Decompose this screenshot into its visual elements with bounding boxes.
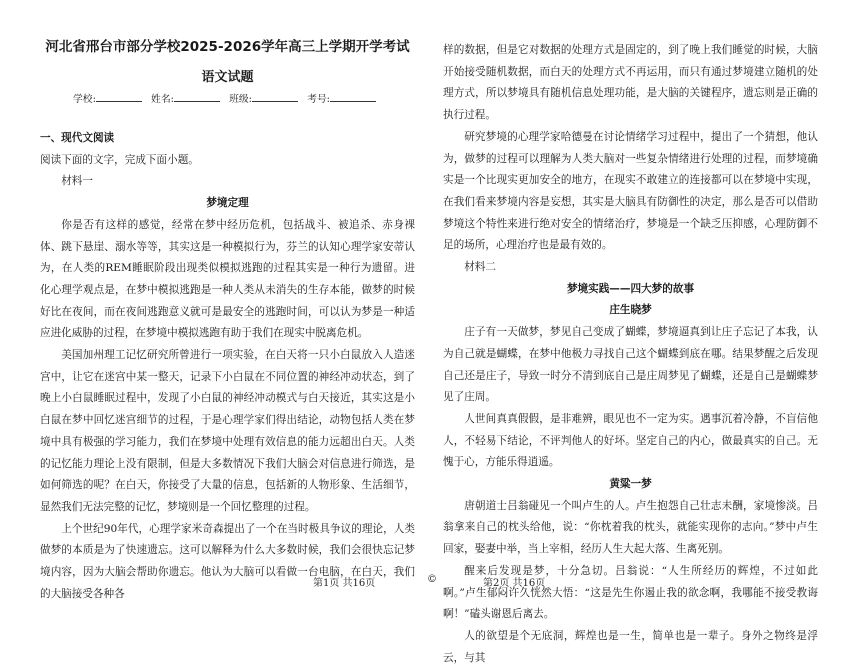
paragraph: 人的欲望是个无底洞，辉煌也是一生，简单也是一辈子。身外之物终是浮云，与其 xyxy=(443,629,818,664)
page-number-left: 第1页 共16页 xyxy=(313,578,376,589)
paragraph: 醒来后发现是梦，十分急切。吕翁说：“人生所经历的辉煌，不过如此啊。”卢生郁闷许久恍然大悟：“这是先生你遏止我的欲念啊，我哪能不接受教诲啊！”磕头谢恩后离去。 xyxy=(443,564,818,621)
school-field[interactable] xyxy=(96,91,142,102)
exam-title: 河北省邢台市部分学校2025-2026学年高三上学期开学考试 xyxy=(45,39,410,55)
exam-number-label: 考号: xyxy=(307,94,330,105)
section-heading: 一、现代文阅读 xyxy=(40,132,115,144)
paragraph: 你是否有这样的感觉，经常在梦中经历危机，包括战斗、被追杀、赤身裸体、跳下悬崖、溺水等等，其实这是一种模拟行为，芬兰的认知心理学家安蒂认为，在人类的REM睡眠阶段出现类似模拟逃跑的过程其实是一种行为遗留。进化心理学观点是，在梦中模拟逃跑是一种人类从未消失的生存本能，做梦的时候好比在夜间，而在夜间逃跑意义就可是最安全的逃跑时间，可以认为梦是一种适应进化威胁的过程，在梦境中模拟逃跑有助于我们在现实中脱离危机。 xyxy=(40,218,415,340)
left-column xyxy=(40,38,415,605)
paragraph: 美国加州理工记忆研究所曾进行一项实验，在白天将一只小白鼠放入人造迷宫中，让它在迷宫中某一整天，记录下小白鼠在不同位置的神经冲动状态，到了晚上小白鼠睡眠过程中，发现了小白鼠的神经冲动模式与白天接近，其实这是小白鼠在梦中回忆迷宫细节的过程，于是心理学家们得出结论，动物包括人类在梦境中具有极强的学习能力，我们在梦境中处理有效信息的能力远超出白天。人类的记忆能力理论上没有限制，但是大多数情况下我们大脑会对信息进行筛选，是如何筛选的呢？在白天，你接受了大量的信息，包括新的人物形象、生活细节，显然我们无法完整的记忆，梦境则是一个回忆整理的过程。 xyxy=(40,349,415,513)
school-label: 学校: xyxy=(73,94,96,105)
student-info-line xyxy=(40,91,415,108)
story2-title: 黄粱一梦 xyxy=(609,478,652,491)
exam-subtitle: 语文试题 xyxy=(201,70,254,85)
paragraph: 人世间真真假假，是非难辨，眼见也不一定为实。遇事沉着冷静，不盲信他人，不轻易下结论，不评判他人的好坏。坚定自己的内心，做最真实的自己。无愧于心，方能乐得逍遥。 xyxy=(443,412,818,469)
instruction: 阅读下面的文字，完成下面小题。 xyxy=(40,153,199,166)
class-field[interactable] xyxy=(252,91,298,102)
paragraph: 上个世纪90年代，心理学家米奇森提出了一个在当时极具争议的理论，人类做梦的本质是为了快速遗忘。这可以解释为什么大多数时候，我们会很快忘记梦境内容，因为大脑会帮助你遗忘。他认为大脑可以看做一台电脑，在白天，我们的大脑接受各种各 xyxy=(40,522,415,600)
name-field[interactable] xyxy=(174,91,220,102)
paragraph: 样的数据，但是它对数据的处理方式是固定的，到了晚上我们睡觉的时候，大脑开始接受随机数据，而白天的处理方式不再运用，而只有通过梦境建立随机的处理方式，所以梦境具有随机信息处理功能，是大脑的关键程序，遗忘则是正确的执行过程。 xyxy=(443,44,818,122)
paragraph: 庄子有一天做梦，梦见自己变成了蝴蝶，梦境逼真到让庄子忘记了本我，认为自己就是蝴蝶，在梦中他极力寻找自己这个蝴蝶到底在哪。结果梦醒之后发现自己还是庄子，导致一时分不清到底自己是庄周梦见了蝴蝶，还是自己是蝴蝶梦见了庄周。 xyxy=(443,326,818,404)
name-label: 姓名: xyxy=(151,94,174,105)
page-number-right: 第2页 共16页 xyxy=(483,578,546,589)
material1-title: 梦境定理 xyxy=(206,197,249,210)
paragraph: 唐朝道士吕翁碰见一个叫卢生的人。卢生抱怨自己壮志未酬，家境惨淡。吕翁拿来自己的枕头给他，说：“你枕着我的枕头，就能实现你的志向。”梦中卢生回家，娶妻中举，当上宰相，经历人生大起大落、生离死别。 xyxy=(443,499,818,556)
paragraph: 研究梦境的心理学家哈德曼在讨论情绪学习过程中，提出了一个猜想，他认为，做梦的过程可以理解为人类大脑对一些复杂情绪进行处理的过程，而梦境确实是一个比现实更加安全的地方，在现实不敢建立的连接都可以在梦境中实现，在我们看来梦境内容是妄想，其实是大脑具有防御性的决定，那么是否可以借助梦境这个特性来进行绝对安全的情绪治疗，梦境是一个缺乏压抑感，心理防御不足的场所，心理治疗也是最有效的。 xyxy=(443,130,818,252)
material1-label: 材料一 xyxy=(61,175,93,188)
exam-number-field[interactable] xyxy=(330,91,376,102)
material2-title: 梦境实践——四大梦的故事 xyxy=(566,282,695,295)
material2-label: 材料二 xyxy=(464,261,496,274)
class-label: 班级: xyxy=(229,94,252,105)
story1-title: 庄生晓梦 xyxy=(609,304,652,317)
copyright-icon: © xyxy=(427,574,437,585)
